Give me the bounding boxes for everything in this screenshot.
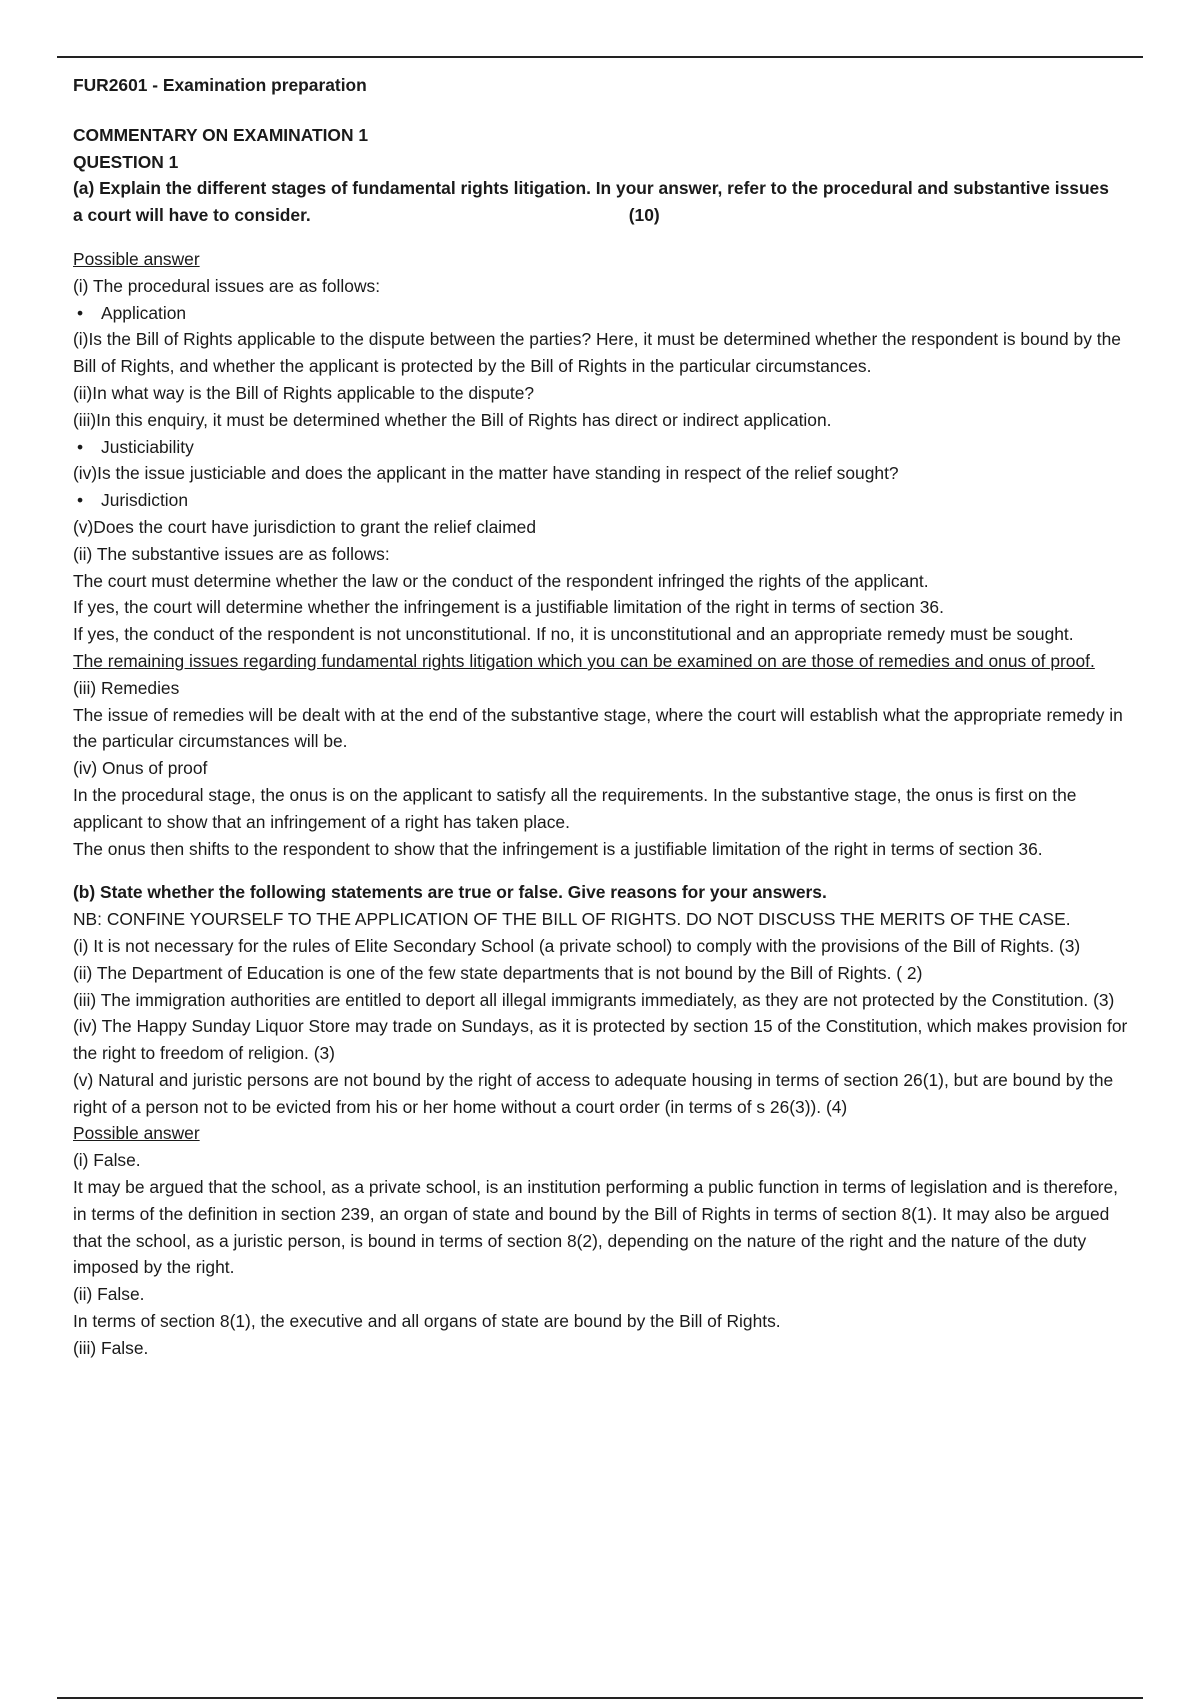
answer-line: (ii) The substantive issues are as follows: bbox=[73, 543, 390, 564]
answer-line: (iv) Onus of proof bbox=[73, 758, 208, 779]
bullet-icon: • bbox=[77, 490, 84, 511]
bullet-item bbox=[73, 434, 1133, 461]
bullet-icon: • bbox=[77, 436, 84, 457]
question-b: (b) State whether the following statements are true or false. Give reasons for your answers. bbox=[73, 882, 827, 903]
answer-line: The court must determine whether the law or the conduct of the respondent infringed the rights of the applicant. bbox=[73, 570, 929, 591]
answer-b-line: (i) False. bbox=[73, 1150, 141, 1171]
answer-b-line: It may be argued that the school, as a private school, is an institution performing a public function in terms of legislation and is therefore, in terms of the definition in section 239, an organ of state and bound by the Bill of Rights in terms of section 8(1). It may also be argued that the school, as a juristic person, is bound in terms of section 8(2), depending on the nature of the right and the nature of the duty imposed by the right. bbox=[73, 1177, 1118, 1278]
commentary-title: COMMENTARY ON EXAMINATION 1 bbox=[73, 124, 369, 145]
question-title: QUESTION 1 bbox=[73, 151, 179, 172]
answer-line: If yes, the conduct of the respondent is not unconstitutional. If no, it is unconstitutional and an appropriate remedy must be sought. bbox=[73, 624, 1074, 645]
bullet-label: Jurisdiction bbox=[101, 490, 188, 511]
bullet-item bbox=[73, 300, 1133, 327]
answer-b-line: In terms of section 8(1), the executive and all organs of state are bound by the Bill of Rights. bbox=[73, 1311, 781, 1332]
answer-heading-b: Possible answer bbox=[73, 1123, 200, 1144]
answer-b-line: (iii) False. bbox=[73, 1337, 149, 1358]
answer-line: (iii)In this enquiry, it must be determined whether the Bill of Rights has direct or indirect application. bbox=[73, 409, 832, 430]
top-rule bbox=[57, 56, 1143, 58]
answer-line: (i) The procedural issues are as follows: bbox=[73, 275, 381, 296]
answer-line: If yes, the court will determine whether the infringement is a justifiable limitation of the right in terms of section 36. bbox=[73, 597, 944, 618]
answer-line: (ii)In what way is the Bill of Rights applicable to the dispute? bbox=[73, 382, 535, 403]
answer-heading-a: Possible answer bbox=[73, 248, 200, 269]
answer-line: (i)Is the Bill of Rights applicable to the dispute between the parties? Here, it must be determined whether the respondent is bound by the Bill of Rights, and whether the applicant is protected by the Bill of Rights in the particular circumstances. bbox=[73, 329, 1121, 377]
answer-line-underlined: The remaining issues regarding fundamental rights litigation which you can be examined on are those of remedies and onus of proof. bbox=[73, 650, 1095, 671]
answer-line: (v)Does the court have jurisdiction to grant the relief claimed bbox=[73, 516, 537, 537]
answer-line: (iii) Remedies bbox=[73, 677, 180, 698]
course-title: FUR2601 - Examination preparation bbox=[73, 75, 367, 95]
question-a-marks: (10) bbox=[628, 205, 660, 226]
statement: (v) Natural and juristic persons are not bound by the right of access to adequate housing in terms of section 26(1), but are bound by the right of a person not to be evicted from his or her home without a court order (in terms of s 26(3)). (4) bbox=[73, 1069, 1114, 1117]
question-a-text: (a) Explain the different stages of fundamental rights litigation. In your answer, refer to the procedural and substantive issues a court will have to consider. bbox=[73, 178, 1109, 226]
question-b-note: NB: CONFINE YOURSELF TO THE APPLICATION OF THE BILL OF RIGHTS. DO NOT DISCUSS THE MERITS OF THE CASE. bbox=[73, 909, 1071, 930]
statement: (i) It is not necessary for the rules of Elite Secondary School (a private school) to comply with the provisions of the Bill of Rights. (3) bbox=[73, 935, 1081, 956]
statement: (iii) The immigration authorities are entitled to deport all illegal immigrants immediately, as they are not protected by the Constitution. (3) bbox=[73, 989, 1115, 1010]
question-a bbox=[73, 175, 1133, 229]
statement: (iv) The Happy Sunday Liquor Store may trade on Sundays, as it is protected by section 15 of the Constitution, which makes provision for the right to freedom of religion. (3) bbox=[73, 1016, 1128, 1064]
answer-line: The issue of remedies will be dealt with at the end of the substantive stage, where the court will establish what the appropriate remedy in the particular circumstances will be. bbox=[73, 704, 1123, 752]
bullet-icon: • bbox=[77, 302, 84, 323]
bullet-label: Justiciability bbox=[101, 436, 194, 457]
bottom-rule bbox=[57, 1697, 1143, 1699]
bullet-label: Application bbox=[101, 302, 187, 323]
document-page bbox=[73, 72, 1133, 1362]
bullet-item bbox=[73, 487, 1133, 514]
statement: (ii) The Department of Education is one of the few state departments that is not bound by the Bill of Rights. ( 2) bbox=[73, 962, 923, 983]
answer-line: (iv)Is the issue justiciable and does the applicant in the matter have standing in respect of the relief sought? bbox=[73, 463, 899, 484]
answer-b-line: (ii) False. bbox=[73, 1284, 145, 1305]
answer-line: The onus then shifts to the respondent to show that the infringement is a justifiable limitation of the right in terms of section 36. bbox=[73, 838, 1043, 859]
answer-line: In the procedural stage, the onus is on the applicant to satisfy all the requirements. In the substantive stage, the onus is first on the applicant to show that an infringement of a right has taken place. bbox=[73, 784, 1077, 832]
